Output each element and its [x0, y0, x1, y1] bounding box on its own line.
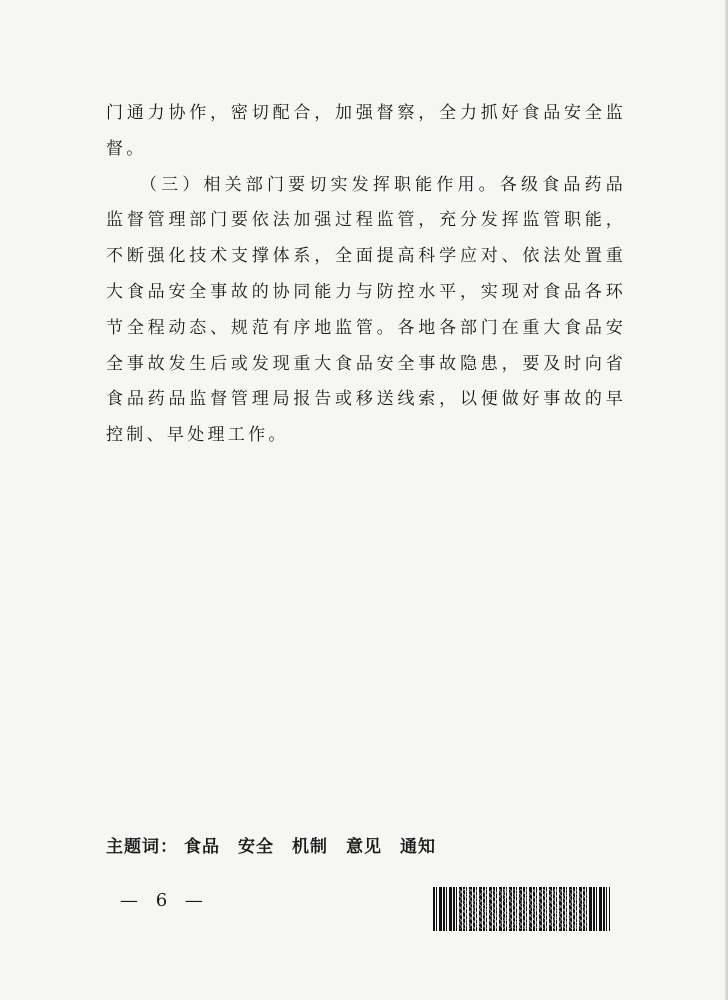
- barcode-pattern: [458, 889, 588, 929]
- document-body: [106, 96, 626, 454]
- page-number: — 6 —: [120, 890, 209, 911]
- subject-terms-line: [106, 832, 454, 857]
- subject-term: 意见: [346, 837, 382, 857]
- subject-term: 安全: [238, 837, 274, 857]
- subject-term: 食品: [184, 837, 220, 857]
- subject-term: 机制: [292, 837, 328, 857]
- paragraph-continuation: 门通力协作，密切配合，加强督察，全力抓好食品安全监督。: [106, 103, 626, 159]
- subject-terms-label: 主题词：: [106, 837, 178, 857]
- subject-term: 通知: [400, 837, 436, 857]
- paragraph-section-three: （三）相关部门要切实发挥职能作用。各级食品药品监督管理部门要依法加强过程监管，充分发挥监管职能，不断强化技术支撑体系，全面提高科学应对、依法处置重大食品安全事故的协同能力与防控水平，实现对食品各环节全程动态、规范有序地监管。各地各部门在重大食品安全事故发生后或发现重大食品安全事故隐患，要及时向省食品药品监督管理局报告或移送线索，以便做好事故的早控制、早处理工作。: [106, 174, 626, 446]
